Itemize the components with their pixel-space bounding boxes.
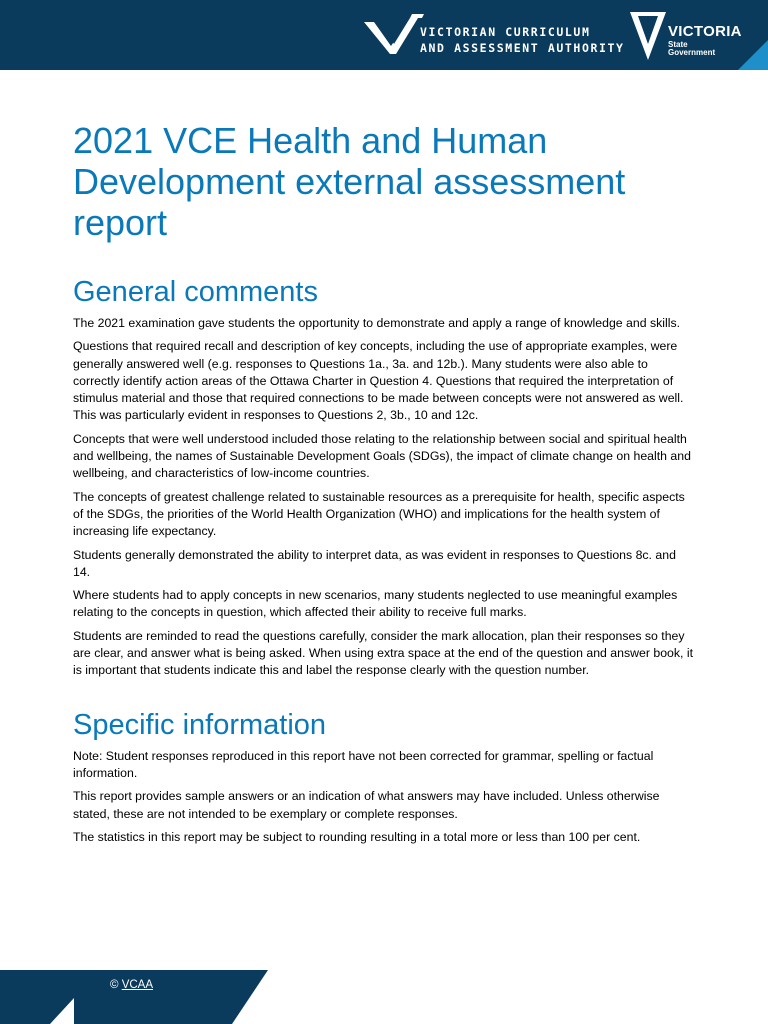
specific-information-heading: Specific information bbox=[73, 708, 327, 741]
page-title: 2021 VCE Health and Human Development external assessment report bbox=[73, 120, 626, 243]
general-paragraph: Where students had to apply concepts in new scenarios, many students neglected to use meaningful examples relating to the concepts in question, which affected their ability to receive full marks. bbox=[73, 588, 678, 620]
vcaa-link[interactable]: VCAA bbox=[121, 979, 154, 991]
vcaa-name-line1: VICTORIAN CURRICULUM bbox=[420, 25, 591, 39]
vcaa-name bbox=[420, 24, 625, 56]
header-accent-triangle bbox=[738, 40, 768, 70]
copyright-symbol: © bbox=[110, 979, 119, 991]
general-paragraph: Concepts that were well understood included those relating to the relationship between social and spiritual health and wellbeing, the names of Sustainable Development Goals (SDGs), the impact of climate change on health and wellbeing, and characteristics of low-income countries. bbox=[73, 431, 691, 481]
specific-paragraph: Note: Student responses reproduced in this report have not been corrected for grammar, spelling or factual information. bbox=[73, 748, 654, 780]
state-government-label bbox=[668, 41, 715, 57]
general-paragraph: The concepts of greatest challenge related to sustainable resources as a prerequisite for health, specific aspects of the SDGs, the priorities of the World Health Organization (WHO) and implications for the health system of increasing life expectancy. bbox=[73, 489, 685, 539]
general-comments-heading: General comments bbox=[73, 276, 318, 308]
specific-paragraph: This report provides sample answers or an indication of what answers may have included. Unless otherwise stated, these are not intended to be exemplary or complete responses. bbox=[73, 789, 660, 821]
government-label: Government bbox=[668, 48, 716, 57]
report-content bbox=[73, 120, 695, 852]
general-paragraph: Questions that required recall and description of key concepts, including the use of appropriate examples, were generally answered well (e.g. responses to Questions 1a., 3a. and 12b.). Many students were also able to correctly identify action areas of the Ottawa Charter in Question 4. Questions that required the interpretation of stimulus material and those that required connections to be made between concepts were not answered as well. This was particularly evident in responses to Questions 2, 3b., 10 and 12c. bbox=[73, 339, 684, 423]
page-header bbox=[0, 0, 768, 70]
victoria-wordmark: VICTORIA bbox=[668, 23, 742, 40]
general-paragraph: Students generally demonstrated the ability to interpret data, as was evident in responses to Questions 8c. and 14. bbox=[73, 547, 676, 579]
state-label: State bbox=[668, 40, 688, 49]
general-paragraph: The 2021 examination gave students the opportunity to demonstrate and apply a range of knowledge and skills. bbox=[73, 316, 681, 330]
footer-copyright bbox=[110, 979, 153, 991]
general-paragraph: Students are reminded to read the questions carefully, consider the mark allocation, plan their responses so they are clear, and answer what is being asked. When using extra space at the end of the question and answer book, it is important that students indicate this and label the response clearly with the question number. bbox=[73, 628, 694, 678]
footer-stripe bbox=[50, 998, 74, 1024]
vcaa-name-line2: AND ASSESSMENT AUTHORITY bbox=[420, 41, 625, 55]
specific-paragraph: The statistics in this report may be subject to rounding resulting in a total more or less than 100 per cent. bbox=[73, 829, 641, 844]
